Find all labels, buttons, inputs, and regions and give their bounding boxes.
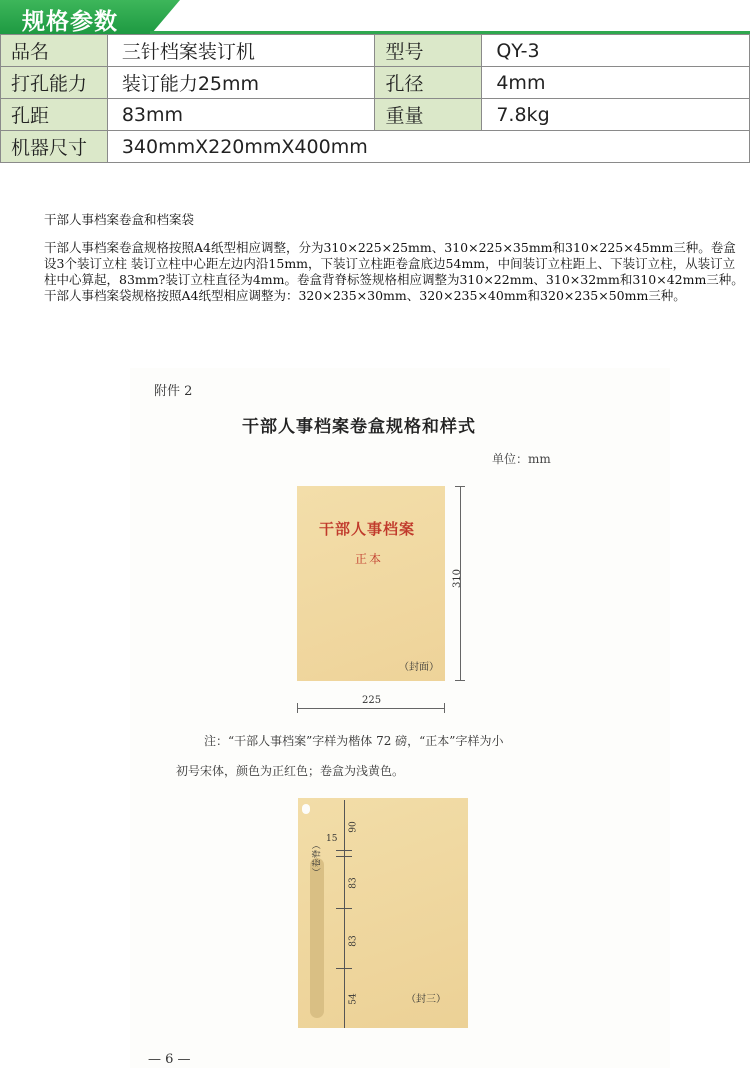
spine-label: （卷脊） xyxy=(312,840,323,877)
dimension-cap xyxy=(455,486,465,487)
spine-strip xyxy=(310,858,324,1018)
post-dimension-value: 15 xyxy=(326,834,338,844)
corner-notch xyxy=(302,804,310,814)
spec-header-banner xyxy=(0,0,750,34)
spec-header-title: 规格参数 xyxy=(22,9,118,35)
unit-label: 单位：mm xyxy=(492,452,551,466)
width-dimension-value: 225 xyxy=(362,695,382,706)
spec-value: 装订能力25mm xyxy=(107,67,375,99)
cover-subtitle: 正本 xyxy=(355,552,384,566)
scanned-document-page xyxy=(130,368,670,1068)
post-dimension-value: 90 xyxy=(348,821,359,833)
figure-title: 干部人事档案卷盒规格和样式 xyxy=(242,417,476,437)
article-heading: 干部人事档案卷盒和档案袋 xyxy=(44,212,195,227)
post-dimension-value: 83 xyxy=(348,877,359,889)
spec-label: 孔距 xyxy=(1,99,108,131)
spec-label: 重量 xyxy=(375,99,482,131)
spec-row xyxy=(1,131,750,163)
spec-table xyxy=(0,34,750,163)
cover-caption: （封面） xyxy=(399,662,439,673)
spec-label: 型号 xyxy=(375,35,482,67)
height-dimension-value: 310 xyxy=(452,568,464,589)
cover-title: 干部人事档案 xyxy=(319,520,416,538)
spec-label: 孔径 xyxy=(375,67,482,99)
dimension-cap xyxy=(444,703,445,713)
article-body xyxy=(34,212,746,304)
dimension-cap xyxy=(455,680,465,681)
dimension-tick xyxy=(336,968,352,969)
spec-row xyxy=(1,67,750,99)
spec-value: 4mm xyxy=(482,67,750,99)
article-paragraph: 干部人事档案卷盒规格按照A4纸型相应调整，分为310×225×25mm、310×225×35mm和310×225×45mm三种。卷盒设3个装订立柱 装订立柱中心距左边内沿15mm，下装订立柱距卷盒底边54mm，中间装订立柱距上、下装订立柱，从装订立柱中心算起，83mm?装订立柱直径为4mm。卷盒背脊标签规格相应调整为310×22mm、310×32mm和310×42mm三种。 xyxy=(44,240,744,287)
dimension-tick xyxy=(336,850,352,851)
spec-label: 打孔能力 xyxy=(1,67,108,99)
box-back-drawing xyxy=(298,798,468,1028)
spec-value: 340mmX220mmX400mm xyxy=(107,131,749,163)
post-dimension-value: 54 xyxy=(348,993,359,1005)
figure-note: 注：“干部人事档案”字样为楷体 72 磅，“正本”字样为小 xyxy=(204,734,504,748)
post-dimension-line xyxy=(344,800,345,1028)
back-caption: （封三） xyxy=(406,994,446,1005)
figure-note: 初号宋体，颜色为正红色；卷盒为浅黄色。 xyxy=(176,764,405,778)
dimension-tick xyxy=(336,856,352,857)
spec-row xyxy=(1,35,750,67)
dimension-cap xyxy=(297,703,298,713)
spec-label: 机器尺寸 xyxy=(1,131,108,163)
spec-value: 三针档案装订机 xyxy=(107,35,375,67)
spec-value: 83mm xyxy=(107,99,375,131)
dimension-tick xyxy=(336,908,352,909)
spec-row xyxy=(1,99,750,131)
spec-value: QY-3 xyxy=(482,35,750,67)
article-paragraph: 干部人事档案袋规格按照A4纸型相应调整为：320×235×30mm、320×235×40mm和320×235×50mm三种。 xyxy=(44,288,686,303)
post-dimension-value: 83 xyxy=(348,935,359,947)
page-number: — 6 — xyxy=(148,1052,191,1067)
annex-label: 附件 2 xyxy=(154,384,193,399)
spec-label: 品名 xyxy=(1,35,108,67)
box-cover-drawing xyxy=(297,486,445,681)
spec-value: 7.8kg xyxy=(482,99,750,131)
width-dimension-line xyxy=(297,708,445,709)
